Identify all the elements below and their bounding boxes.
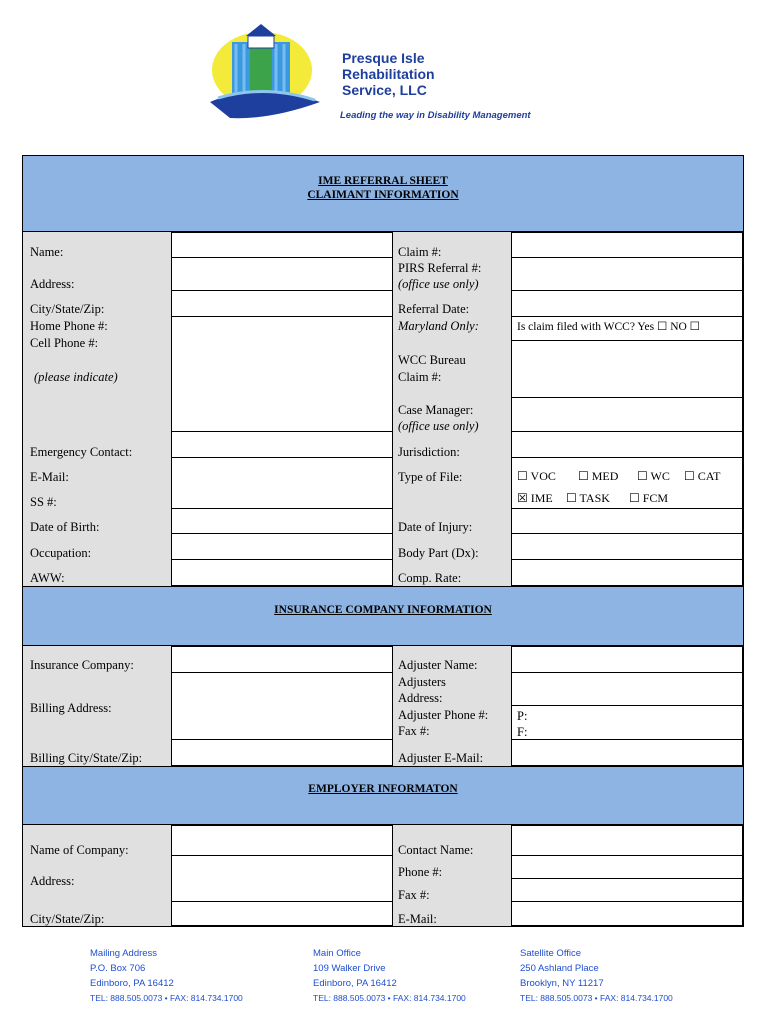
mailing-title: Mailing Address (90, 948, 158, 959)
adjuster-address-label: Address: (398, 691, 443, 705)
wc-checkbox[interactable]: ☐ WC (637, 469, 670, 483)
employer-phone-label: Phone #: (398, 865, 443, 879)
main-contact: TEL: 888.505.0073 • FAX: 814.734.1700 (313, 993, 466, 1003)
med-checkbox[interactable]: ☐ MED (578, 469, 619, 483)
employer-fax-label: Fax #: (398, 888, 430, 902)
fax-prefix: F: (517, 725, 528, 739)
employer-fax-field[interactable] (511, 878, 743, 902)
logo-line-3: Service, LLC (342, 82, 427, 98)
emergency-contact-field[interactable] (171, 431, 393, 458)
adjuster-phone-fax-field[interactable] (511, 705, 743, 740)
case-manager-field[interactable] (511, 397, 743, 432)
footer-mailing-address (90, 946, 243, 1006)
contact-name-label: Contact Name: (398, 843, 474, 857)
address-field[interactable] (171, 257, 393, 291)
name-label: Name: (30, 245, 64, 259)
date-of-injury-label: Date of Injury: (398, 520, 473, 534)
claim-label: Claim #: (398, 245, 442, 259)
wcc-bureau-label: WCC Bureau (398, 353, 466, 367)
phone-prefix: P: (517, 709, 528, 723)
pirs-label: PIRS Referral #: (398, 261, 482, 275)
adjuster-name-label: Adjuster Name: (398, 658, 478, 672)
comp-rate-label: Comp. Rate: (398, 571, 462, 585)
referral-date-label: Referral Date: (398, 302, 470, 316)
city-state-zip-field[interactable] (171, 290, 393, 317)
billing-address-label: Billing Address: (30, 701, 112, 715)
jurisdiction-field[interactable] (511, 431, 743, 458)
form-title: IME REFERRAL SHEET (318, 175, 448, 187)
case-manager-office-use: (office use only) (398, 419, 479, 433)
insurance-section-header: INSURANCE COMPANY INFORMATION (23, 586, 743, 646)
ss-label: SS #: (30, 495, 57, 509)
wcc-claim-label: Claim #: (398, 370, 442, 384)
adjusters-label: Adjusters (398, 675, 446, 689)
logo-line-1: Presque Isle (342, 50, 425, 66)
occupation-label: Occupation: (30, 546, 92, 560)
employer-section-header: EMPLOYER INFORMATON (23, 766, 743, 825)
adjuster-fax-label: Fax #: (398, 724, 430, 738)
logo-tagline: Leading the way in Disability Management (340, 110, 531, 121)
satellite-title: Satellite Office (520, 948, 582, 959)
claimant-section-header (23, 156, 743, 232)
cell-phone-label: Cell Phone #: (30, 336, 99, 350)
city-state-zip-label: City/State/Zip: (30, 302, 105, 316)
claimant-title: CLAIMANT INFORMATION (307, 189, 459, 201)
main-line-1: 109 Walker Drive (313, 963, 386, 974)
satellite-line-1: 250 Ashland Place (520, 963, 599, 974)
contact-name-field[interactable] (511, 825, 743, 856)
employer-email-field[interactable] (511, 901, 743, 926)
employer-email-label: E-Mail: (398, 912, 437, 926)
jurisdiction-label: Jurisdiction: (398, 445, 460, 459)
footer-satellite-office (520, 946, 673, 1006)
logo-line-2: Rehabilitation (342, 66, 435, 82)
aww-field[interactable] (171, 559, 393, 586)
wcc-question[interactable]: Is claim filed with WCC? Yes ☐ NO ☐ (511, 316, 743, 341)
employer-address-label: Address: (30, 874, 75, 888)
insurance-company-label: Insurance Company: (30, 658, 134, 672)
pirs-office-use: (office use only) (398, 277, 479, 291)
body-part-label: Body Part (Dx): (398, 546, 479, 560)
type-of-file-options (511, 457, 743, 509)
employer-address-field[interactable] (171, 855, 393, 902)
billing-csz-field[interactable] (171, 739, 393, 766)
occupation-field[interactable] (171, 533, 393, 560)
cat-checkbox[interactable]: ☐ CAT (684, 469, 721, 483)
claim-field[interactable] (511, 232, 743, 258)
aww-label: AWW: (30, 571, 65, 585)
main-title: Main Office (313, 948, 361, 959)
date-of-injury-field[interactable] (511, 508, 743, 534)
mailing-line-1: P.O. Box 706 (90, 963, 146, 974)
email-ss-field[interactable] (171, 457, 393, 509)
insurance-company-field[interactable] (171, 646, 393, 673)
voc-checkbox[interactable]: ☐ VOC (517, 469, 556, 483)
comp-rate-field[interactable] (511, 559, 743, 586)
employer-csz-label: City/State/Zip: (30, 912, 105, 926)
dob-label: Date of Birth: (30, 520, 100, 534)
type-of-file-label: Type of File: (398, 470, 463, 484)
satellite-contact: TEL: 888.505.0073 • FAX: 814.734.1700 (520, 993, 673, 1003)
name-field[interactable] (171, 232, 393, 258)
billing-address-field[interactable] (171, 672, 393, 740)
dob-field[interactable] (171, 508, 393, 534)
adjuster-email-field[interactable] (511, 739, 743, 766)
employer-csz-field[interactable] (171, 901, 393, 926)
employer-phone-field[interactable] (511, 855, 743, 879)
home-phone-label: Home Phone #: (30, 319, 108, 333)
employer-company-field[interactable] (171, 825, 393, 856)
employer-company-label: Name of Company: (30, 843, 129, 857)
footer-main-office (313, 946, 466, 1006)
adjuster-address-field[interactable] (511, 672, 743, 706)
body-part-field[interactable] (511, 533, 743, 560)
email-label: E-Mail: (30, 470, 69, 484)
fcm-checkbox[interactable]: ☐ FCM (629, 491, 669, 505)
maryland-only-label: Maryland Only: (398, 319, 479, 333)
adjuster-name-field[interactable] (511, 646, 743, 673)
ime-checkbox[interactable]: ☒ IME (517, 491, 553, 505)
main-line-2: Edinboro, PA 16412 (313, 978, 397, 989)
mailing-contact: TEL: 888.505.0073 • FAX: 814.734.1700 (90, 993, 243, 1003)
pirs-field[interactable] (511, 257, 743, 291)
adjuster-phone-label: Adjuster Phone #: (398, 708, 489, 722)
referral-date-field[interactable] (511, 290, 743, 317)
referral-form (22, 155, 744, 927)
task-checkbox[interactable]: ☐ TASK (566, 491, 610, 505)
billing-csz-label: Billing City/State/Zip: (30, 751, 143, 765)
case-manager-label: Case Manager: (398, 403, 474, 417)
please-indicate-label: (please indicate) (34, 370, 118, 384)
wcc-claim-field[interactable] (511, 340, 743, 398)
adjuster-email-label: Adjuster E-Mail: (398, 751, 484, 765)
satellite-line-2: Brooklyn, NY 11217 (520, 978, 604, 989)
mailing-line-2: Edinboro, PA 16412 (90, 978, 174, 989)
emergency-contact-label: Emergency Contact: (30, 445, 133, 459)
address-label: Address: (30, 277, 75, 291)
phone-field[interactable] (171, 316, 393, 432)
